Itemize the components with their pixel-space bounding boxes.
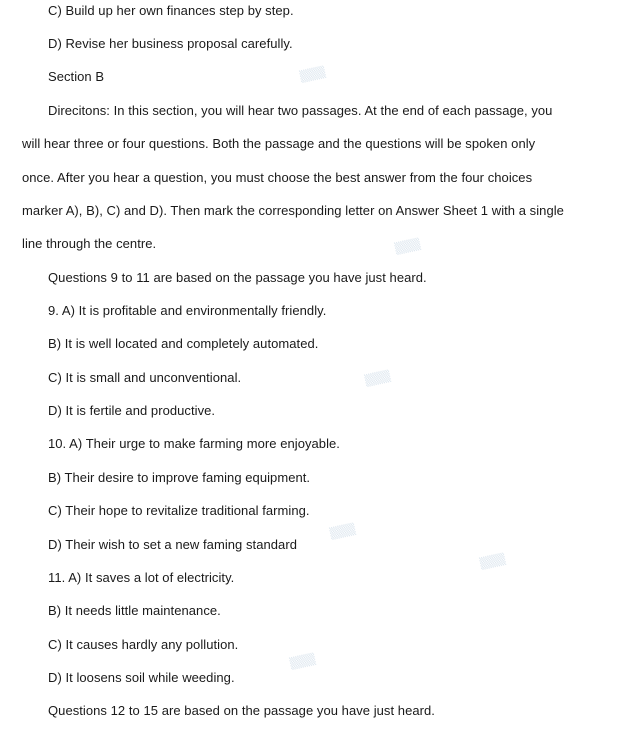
option-line: 10. A) Their urge to make farming more enjoyable.	[48, 436, 340, 451]
question-group-heading: Questions 9 to 11 are based on the passage you have just heard.	[48, 270, 427, 285]
option-line: C) It causes hardly any pollution.	[48, 637, 239, 652]
watermark-mark: ▒▒▒	[363, 369, 392, 388]
directions-text: Direcitons: In this section, you will hear two passages. At the end of each passage, you	[48, 103, 553, 118]
option-line: C) Build up her own finances step by step.	[48, 3, 294, 18]
directions-text: will hear three or four questions. Both the passage and the questions will be spoken only	[22, 136, 536, 151]
watermark-mark: ▒▒▒	[328, 522, 357, 541]
option-line: 11. A) It saves a lot of electricity.	[48, 570, 235, 585]
watermark-mark: ▒▒▒	[298, 65, 327, 84]
option-line: C) It is small and unconventional.	[48, 370, 242, 385]
directions-text: marker A), B), C) and D). Then mark the corresponding letter on Answer Sheet 1 with a single	[22, 203, 564, 218]
watermark-mark: ▒▒▒	[478, 552, 507, 571]
option-line: C) Their hope to revitalize traditional farming.	[48, 503, 310, 518]
option-line: D) It is fertile and productive.	[48, 403, 216, 418]
directions-text: line through the centre.	[22, 236, 157, 251]
directions-text: once. After you hear a question, you must choose the best answer from the four choices	[22, 170, 533, 185]
watermark-mark: ▒▒▒	[393, 237, 422, 256]
option-line: B) It needs little maintenance.	[48, 603, 221, 618]
option-line: 9. A) It is profitable and environmentally friendly.	[48, 303, 327, 318]
option-line: D) It loosens soil while weeding.	[48, 670, 235, 685]
option-line: B) Their desire to improve faming equipment.	[48, 470, 311, 485]
option-line: D) Revise her business proposal carefully.	[48, 36, 293, 51]
section-heading: Section B	[48, 69, 105, 84]
watermark-mark: ▒▒▒	[288, 652, 317, 671]
question-group-heading: Questions 12 to 15 are based on the passage you have just heard.	[48, 703, 435, 718]
option-line: D) Their wish to set a new faming standard	[48, 537, 297, 552]
option-line: B) It is well located and completely automated.	[48, 336, 319, 351]
